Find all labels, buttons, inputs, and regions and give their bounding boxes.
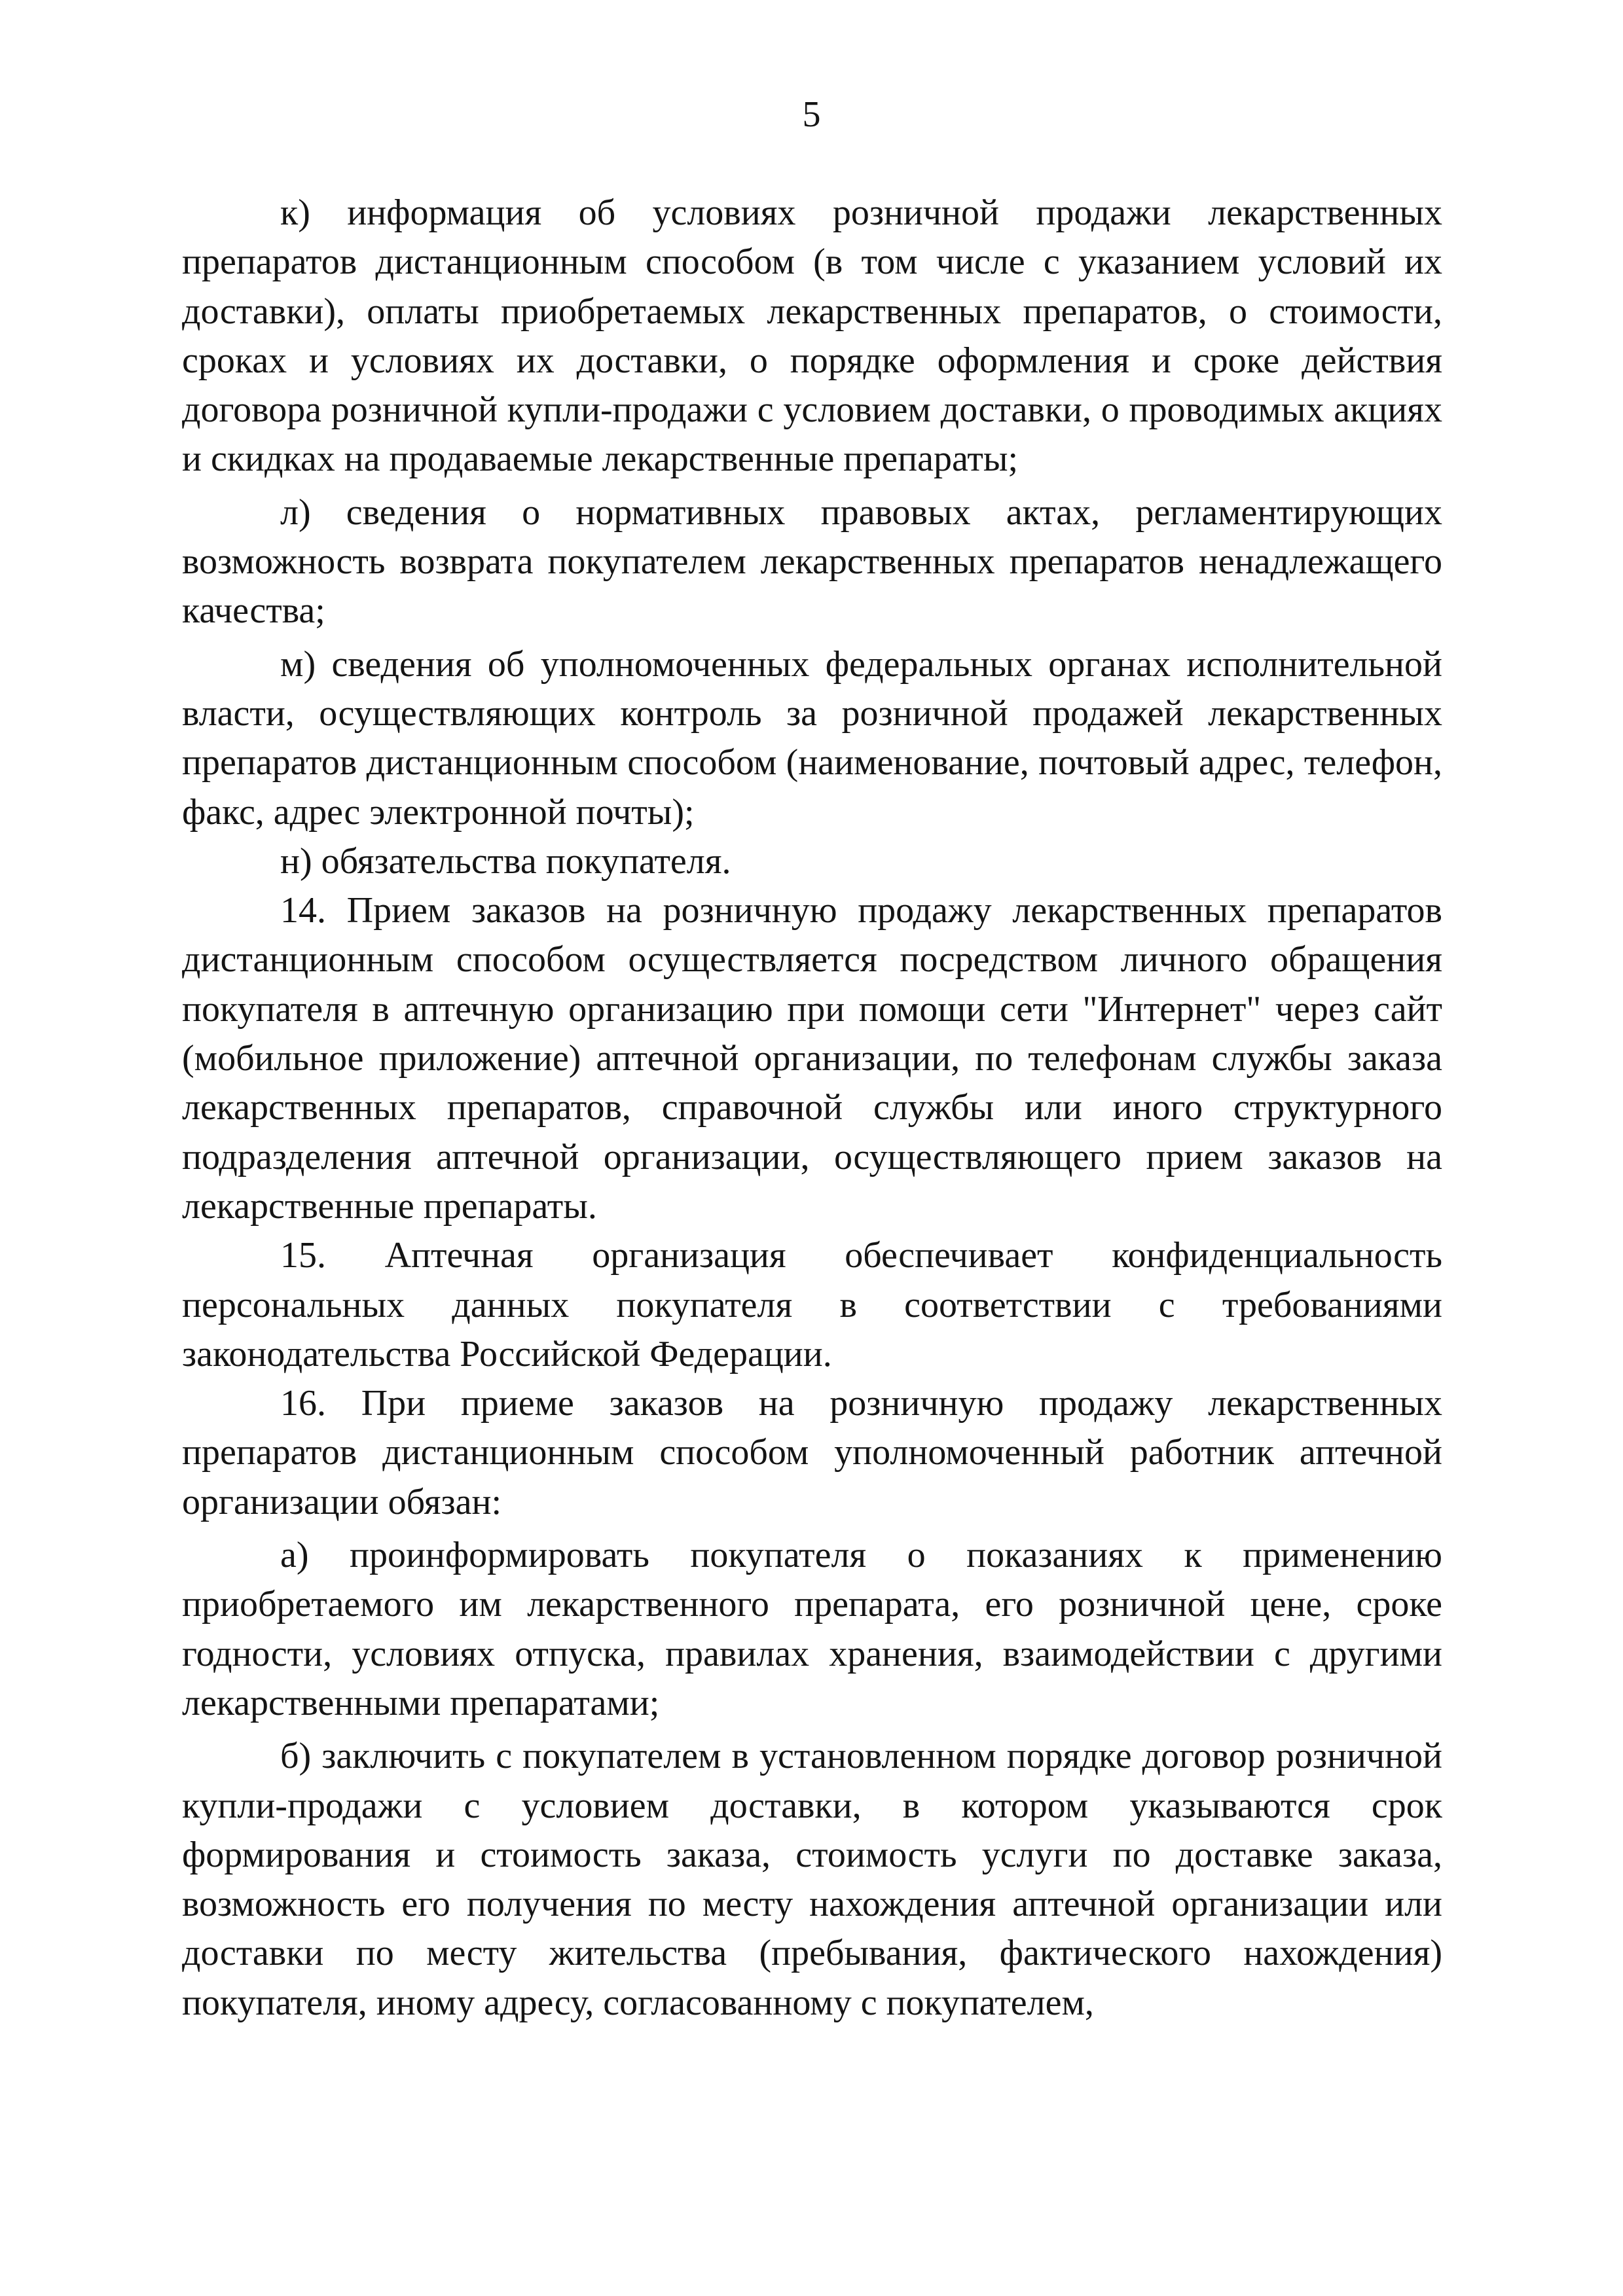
paragraph-14-order-intake: 14. Прием заказов на розничную продажу лекарственных препаратов дистанционным способом осуществляется посредством личного обращения покупателя в аптечную организацию при помощи сети "Интернет" через сайт (мобильное приложение) аптечной организации, по телефонам службы заказа лекарственных препаратов, справочной службы или иного структурного подразделения аптечной организации, осуществляющего прием заказов на лекарственные препараты. [182,890,1442,1227]
paragraph-m-authorities: м) сведения об уполномоченных федеральных органах исполнительной власти, осуществляющих контроль за розничной продажей лекарственных препаратов дистанционным способом (наименование, почтовый адрес, телефон, факс, адрес электронной почты); [182,643,1442,833]
page-number: 5 [802,94,821,135]
paragraph-16-employee-duties: 16. При приеме заказов на розничную продажу лекарственных препаратов дистанционным способом уполномоченный работник аптечной организации обязан: [182,1383,1442,1522]
paragraph-n-buyer-obligations: н) обязательства покупателя. [280,840,731,882]
paragraph-15-confidentiality: 15. Аптечная организация обеспечивает конфиденциальность персональных данных покупателя в соответствии с требованиями законодательства Российской Федерации. [182,1235,1442,1374]
paragraph-l-legal-acts: л) сведения о нормативных правовых актах, регламентирующих возможность возврата покупателем лекарственных препаратов ненадлежащего качества; [182,492,1442,632]
paragraph-a-inform-buyer: а) проинформировать покупателя о показаниях к применению приобретаемого им лекарственного препарата, его розничной цене, сроке годности, условиях отпуска, правилах хранения, взаимодействии с другими лекарственными препаратами; [182,1535,1442,1723]
paragraph-b-contract: б) заключить с покупателем в установленном порядке договор розничной купли-продажи с условием доставки, в котором указываются срок формирования и стоимость заказа, стоимость услуги по доставке заказа, возможность его получения по месту нахождения аптечной организации или доставки по месту жительства (пребывания, фактического нахождения) покупателя, иному адресу, согласованному с покупателем, [182,1736,1442,2023]
document-body [182,188,1442,2028]
paragraph-k-conditions-info: к) информация об условиях розничной продажи лекарственных препаратов дистанционным способом (в том числе с указанием условий их доставки), оплаты приобретаемых лекарственных препаратов, о стоимости, сроках и условиях их доставки, о порядке оформления и сроке действия договора розничной купли-продажи с условием доставки, о проводимых акциях и скидках на продаваемые лекарственные препараты; [182,192,1442,480]
